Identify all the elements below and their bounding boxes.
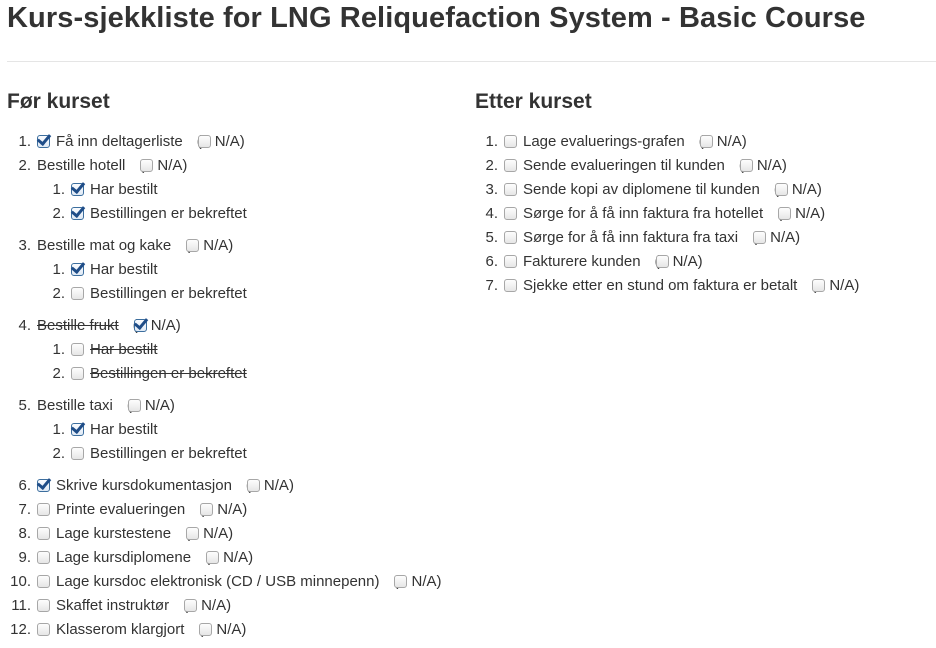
na-option[interactable] xyxy=(199,500,247,520)
na-label: N/A xyxy=(223,549,249,566)
item-checkbox[interactable] xyxy=(71,263,84,276)
na-paren-close: ) xyxy=(228,525,234,542)
na-checkbox[interactable] xyxy=(186,527,199,540)
na-checkbox[interactable] xyxy=(200,503,213,516)
na-option[interactable] xyxy=(127,396,175,416)
na-option[interactable] xyxy=(133,316,181,336)
item-number: 8. xyxy=(18,525,31,542)
item-number: 1. xyxy=(52,181,65,198)
na-option[interactable] xyxy=(139,156,187,176)
na-checkbox[interactable] xyxy=(184,599,197,612)
item-number: 2. xyxy=(52,285,65,302)
item-number: 7. xyxy=(485,277,498,294)
na-paren-close: ) xyxy=(436,573,442,590)
after-course-heading: Etter kurset xyxy=(475,90,592,113)
item-label: Skaffet instruktør xyxy=(56,597,170,614)
item-checkbox[interactable] xyxy=(504,279,517,292)
item-number: 5. xyxy=(18,397,31,414)
item-checkbox[interactable] xyxy=(504,183,517,196)
na-label: N/A xyxy=(756,157,782,174)
na-checkbox[interactable] xyxy=(128,399,141,412)
item-checkbox[interactable] xyxy=(37,551,50,564)
item-checkbox[interactable] xyxy=(71,423,84,436)
item-checkbox[interactable] xyxy=(37,527,50,540)
na-option[interactable] xyxy=(752,228,800,248)
item-label: Bestille taxi xyxy=(37,397,113,414)
na-label: N/A xyxy=(217,501,243,518)
na-option[interactable] xyxy=(811,276,859,296)
item-checkbox[interactable] xyxy=(504,159,517,172)
item-label: Lage kursdoc elektronisk (CD / USB minnepenn) xyxy=(56,573,380,590)
item-number: 11. xyxy=(11,597,31,614)
na-paren-close: ) xyxy=(697,253,703,270)
item-number: 2. xyxy=(18,157,31,174)
na-paren-close: ) xyxy=(226,597,232,614)
item-checkbox[interactable] xyxy=(504,231,517,244)
na-label: N/A xyxy=(201,597,227,614)
na-option[interactable] xyxy=(655,252,703,272)
item-label: Skrive kursdokumentasjon xyxy=(56,477,232,494)
na-label: N/A xyxy=(144,397,170,414)
item-label: Bestillingen er bekreftet xyxy=(90,205,247,222)
na-paren-close: ) xyxy=(781,157,787,174)
item-label: Fakturere kunden xyxy=(523,253,641,270)
item-label: Sende evalueringen til kunden xyxy=(523,157,725,174)
item-label: Klasserom klargjort xyxy=(56,621,185,638)
item-label: Sørge for å få inn faktura fra taxi xyxy=(523,229,739,246)
na-paren-close: ) xyxy=(854,277,860,294)
na-checkbox[interactable] xyxy=(812,279,825,292)
item-number: 2. xyxy=(485,157,498,174)
na-label: N/A xyxy=(829,277,855,294)
item-label: Har bestilt xyxy=(90,261,158,278)
item-checkbox[interactable] xyxy=(37,135,50,148)
item-number: 1. xyxy=(18,133,31,150)
na-label: N/A xyxy=(150,317,176,334)
na-checkbox[interactable] xyxy=(740,159,753,172)
na-paren-close: ) xyxy=(741,133,747,150)
item-number: 6. xyxy=(18,477,31,494)
na-option[interactable] xyxy=(198,620,246,640)
na-label: N/A xyxy=(157,157,183,174)
na-paren-close: ) xyxy=(795,229,801,246)
item-checkbox[interactable] xyxy=(504,255,517,268)
item-checkbox[interactable] xyxy=(37,575,50,588)
na-label: N/A xyxy=(203,237,229,254)
item-number: 7. xyxy=(18,501,31,518)
na-paren-close: ) xyxy=(242,501,248,518)
item-number: 3. xyxy=(485,181,498,198)
na-option[interactable] xyxy=(774,180,822,200)
item-label: Sørge for å få inn faktura fra hotellet xyxy=(523,205,764,222)
na-option[interactable] xyxy=(197,132,245,152)
na-option[interactable] xyxy=(185,236,233,256)
item-number: 12. xyxy=(10,621,31,638)
item-number: 10. xyxy=(10,573,31,590)
item-label: Bestillingen er bekreftet xyxy=(90,365,247,382)
na-checkbox[interactable] xyxy=(186,239,199,252)
na-checkbox[interactable] xyxy=(778,207,791,220)
item-label: Bestillingen er bekreftet xyxy=(90,445,247,462)
na-label: N/A xyxy=(263,477,289,494)
na-checkbox[interactable] xyxy=(700,135,713,148)
item-checkbox[interactable] xyxy=(71,447,84,460)
item-label: Har bestilt xyxy=(90,341,158,358)
item-checkbox[interactable] xyxy=(71,207,84,220)
na-checkbox[interactable] xyxy=(206,551,219,564)
na-paren-close: ) xyxy=(175,317,181,334)
item-number: 1. xyxy=(52,421,65,438)
item-number: 2. xyxy=(52,445,65,462)
na-paren-close: ) xyxy=(248,549,254,566)
item-label: Har bestilt xyxy=(90,181,158,198)
na-label: N/A xyxy=(770,229,796,246)
item-checkbox[interactable] xyxy=(504,135,517,148)
item-checkbox[interactable] xyxy=(71,343,84,356)
item-number: 5. xyxy=(485,229,498,246)
na-option[interactable] xyxy=(183,596,231,616)
na-checkbox[interactable] xyxy=(140,159,153,172)
item-checkbox[interactable] xyxy=(71,183,84,196)
item-checkbox[interactable] xyxy=(504,207,517,220)
na-checkbox[interactable] xyxy=(134,319,147,332)
item-number: 9. xyxy=(18,549,31,566)
item-label: Få inn deltagerliste xyxy=(56,133,183,150)
item-label: Lage kurstestene xyxy=(56,525,172,542)
na-label: N/A xyxy=(672,253,698,270)
item-label: Printe evalueringen xyxy=(56,501,186,518)
item-checkbox[interactable] xyxy=(37,599,50,612)
item-label: Lage evaluerings-grafen xyxy=(523,133,685,150)
item-label: Lage kursdiplomene xyxy=(56,549,192,566)
item-number: 1. xyxy=(52,341,65,358)
na-checkbox[interactable] xyxy=(775,183,788,196)
item-checkbox[interactable] xyxy=(37,503,50,516)
item-number: 2. xyxy=(52,365,65,382)
item-number: 2. xyxy=(52,205,65,222)
na-checkbox[interactable] xyxy=(198,135,211,148)
na-option[interactable] xyxy=(246,476,294,496)
before-course-heading: Før kurset xyxy=(7,90,110,113)
na-label: N/A xyxy=(795,205,821,222)
item-checkbox[interactable] xyxy=(37,479,50,492)
item-label: Sende kopi av diplomene til kunden xyxy=(523,181,760,198)
item-number: 3. xyxy=(18,237,31,254)
na-checkbox[interactable] xyxy=(656,255,669,268)
na-label: N/A xyxy=(203,525,229,542)
na-checkbox[interactable] xyxy=(199,623,212,636)
na-paren-close: ) xyxy=(228,237,234,254)
na-paren-close: ) xyxy=(239,133,245,150)
item-checkbox[interactable] xyxy=(37,623,50,636)
item-checkbox[interactable] xyxy=(71,367,84,380)
na-paren-close: ) xyxy=(288,477,294,494)
item-label: Bestille hotell xyxy=(37,157,126,174)
na-label: N/A xyxy=(216,621,242,638)
na-label: N/A xyxy=(791,181,817,198)
na-option[interactable] xyxy=(739,156,787,176)
na-option[interactable] xyxy=(699,132,747,152)
item-label: Sjekke etter en stund om faktura er betalt xyxy=(523,277,798,294)
item-number: 6. xyxy=(485,253,498,270)
item-label: Bestille frukt xyxy=(37,317,119,334)
na-paren-close: ) xyxy=(816,181,822,198)
na-option[interactable] xyxy=(205,548,253,568)
na-checkbox[interactable] xyxy=(394,575,407,588)
item-number: 4. xyxy=(18,317,31,334)
na-paren-close: ) xyxy=(241,621,247,638)
na-paren-close: ) xyxy=(820,205,826,222)
na-paren-close: ) xyxy=(182,157,188,174)
na-checkbox[interactable] xyxy=(753,231,766,244)
item-number: 1. xyxy=(485,133,498,150)
item-label: Bestillingen er bekreftet xyxy=(90,285,247,302)
title-divider xyxy=(7,61,936,62)
na-label: N/A xyxy=(716,133,742,150)
page-title: Kurs-sjekkliste for LNG Reliquefaction System - Basic Course xyxy=(7,2,866,34)
item-number: 1. xyxy=(52,261,65,278)
na-label: N/A xyxy=(214,133,240,150)
na-checkbox[interactable] xyxy=(247,479,260,492)
na-option[interactable] xyxy=(185,524,233,544)
na-label: N/A xyxy=(411,573,437,590)
na-option[interactable] xyxy=(393,572,441,592)
item-label: Bestille mat og kake xyxy=(37,237,172,254)
item-number: 4. xyxy=(485,205,498,222)
na-option[interactable] xyxy=(777,204,825,224)
item-label: Har bestilt xyxy=(90,421,158,438)
item-checkbox[interactable] xyxy=(71,287,84,300)
na-paren-close: ) xyxy=(169,397,175,414)
